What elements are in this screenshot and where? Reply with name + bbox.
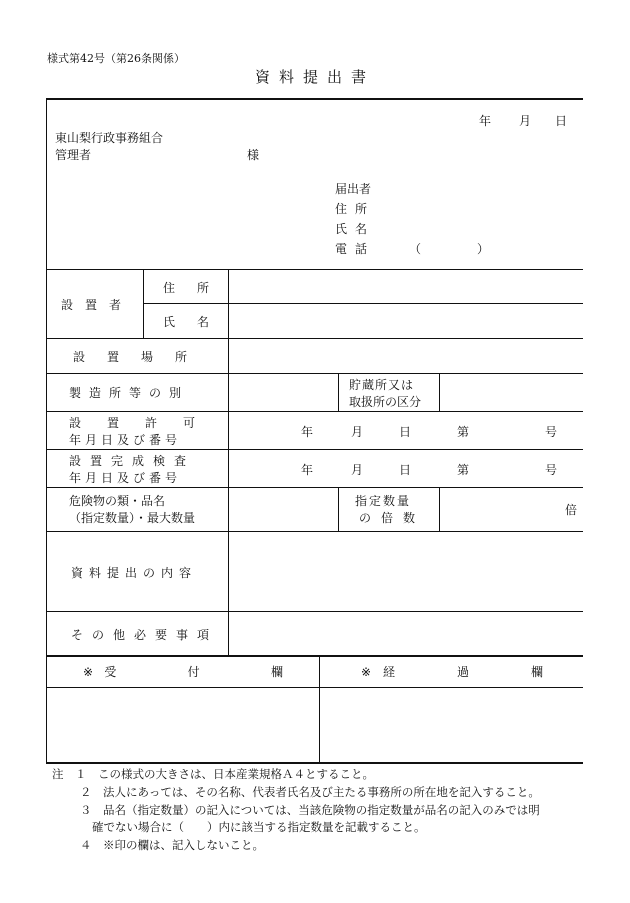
- row-divider: [47, 487, 583, 488]
- submitter-phone-label: 電話: [335, 242, 376, 256]
- column-divider: [439, 487, 440, 531]
- installer-address-label: 住所: [163, 281, 232, 295]
- addressee-role: 管理者: [55, 148, 92, 162]
- facility-type-label: 製造所等の別: [69, 386, 190, 400]
- progress-header: [361, 663, 543, 680]
- installer-label: 設置者: [61, 298, 134, 312]
- row-divider: [47, 449, 583, 450]
- permit-dai: 第: [457, 425, 470, 439]
- row-divider: [47, 269, 583, 270]
- inspection-go: 号: [545, 463, 558, 477]
- reception-header: [83, 663, 283, 680]
- date-day: 日: [555, 114, 568, 128]
- column-divider: [338, 487, 339, 531]
- column-divider: [338, 373, 339, 411]
- reception-char-3: 欄: [270, 665, 283, 679]
- note-3-continued: 確でない場合に（ ）内に該当する指定数量を記載すること。: [92, 820, 426, 834]
- row-divider: [47, 373, 583, 374]
- permit-month: 月: [351, 425, 364, 439]
- installer-name-label: 氏名: [163, 315, 232, 329]
- reception-char-2: 付: [187, 665, 200, 679]
- storage-type-label-1: 貯蔵所又は: [349, 378, 415, 392]
- permit-year: 年: [301, 425, 314, 439]
- page-title: 資料提出書: [254, 68, 375, 86]
- row-divider: [47, 338, 583, 339]
- row-divider: [47, 655, 583, 657]
- reception-char-1: 受: [104, 665, 117, 679]
- progress-char-3: 欄: [530, 665, 543, 679]
- submitter-name-label: 氏名: [335, 222, 376, 236]
- multiple-label-1: 指定数量: [355, 494, 412, 508]
- date-year: 年: [479, 114, 492, 128]
- note-3: ３ 品名（指定数量）の記入については、当該危険物の指定数量が品名の記入のみでは明: [80, 803, 540, 817]
- date-month: 月: [519, 114, 532, 128]
- column-divider: [143, 269, 144, 338]
- permit-label-1: [69, 414, 222, 431]
- permit-label-2: 年月日及び番号: [69, 433, 182, 447]
- inspection-label-1: 設置完成検査: [69, 454, 196, 468]
- inspection-dai: 第: [457, 463, 470, 477]
- row-divider: [47, 687, 583, 688]
- form-number: 様式第42号（第26条関係）: [47, 52, 185, 65]
- progress-mark: ※: [361, 664, 372, 679]
- row-divider: [47, 531, 583, 532]
- reception-mark: ※: [83, 664, 94, 679]
- column-divider: [319, 655, 320, 762]
- note-4: ４ ※印の欄は、記入しないこと。: [80, 838, 264, 852]
- multiple-unit: 倍: [565, 503, 578, 517]
- row-divider: [143, 303, 583, 304]
- column-divider: [439, 373, 440, 411]
- other-label: その他必要事項: [71, 628, 219, 642]
- submitter-heading: 届出者: [335, 182, 372, 196]
- form-table: [46, 98, 583, 764]
- permit-label-text: 設置許可: [69, 416, 222, 430]
- content-label: 資料提出の内容: [71, 566, 198, 580]
- organization-name: 東山梨行政事務組合: [55, 131, 164, 145]
- note-1: 注 １ この様式の大きさは、日本産業規格Ａ４とすること。: [52, 767, 374, 781]
- multiple-label-2: の倍数: [359, 511, 426, 525]
- permit-day: 日: [399, 425, 412, 439]
- hazmat-label-1: 危険物の類・品名: [69, 494, 166, 508]
- inspection-year: 年: [301, 463, 314, 477]
- inspection-month: 月: [351, 463, 364, 477]
- location-label: 設置場所: [73, 350, 210, 364]
- permit-go: 号: [545, 425, 558, 439]
- row-divider: [47, 411, 583, 412]
- inspection-label-2: 年月日及び番号: [69, 471, 182, 485]
- progress-char-1: 経: [383, 665, 396, 679]
- phone-paren-close: ）: [477, 242, 490, 256]
- row-divider: [47, 611, 583, 612]
- inspection-day: 日: [399, 463, 412, 477]
- honorific: 様: [247, 148, 260, 162]
- progress-char-2: 過: [456, 665, 469, 679]
- phone-paren-open: （: [409, 242, 422, 256]
- hazmat-label-2: （指定数量）・最大数量: [69, 511, 196, 525]
- note-2: ２ 法人にあっては、その名称、代表者氏名及び主たる事務所の所在地を記入すること。: [80, 785, 540, 799]
- storage-type-label-2: 取扱所の区分: [349, 395, 422, 409]
- submitter-address-label: 住所: [335, 202, 376, 216]
